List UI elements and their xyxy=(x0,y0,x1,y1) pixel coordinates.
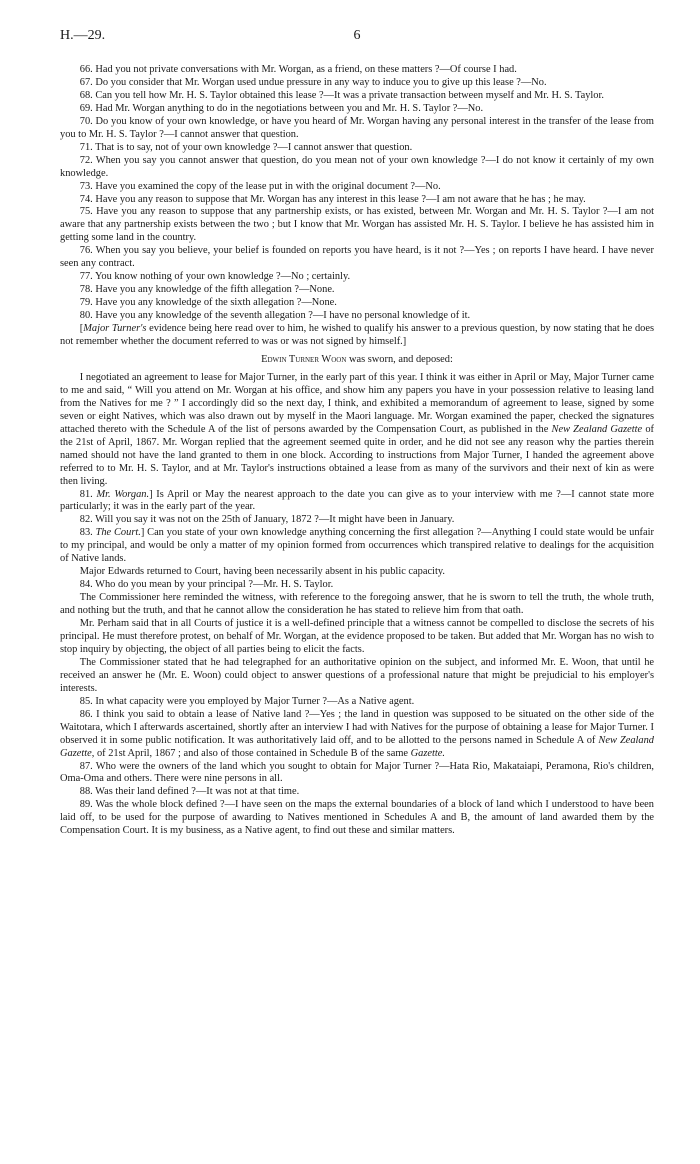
commissioner-statement: The Commissioner stated that he had telegraphed for an authoritative opinion on the subject, and informed Mr. E. Woon, that until he received an answer he (Mr. E. Woon) could object to answer questions of a professional nature that might be prejudicial to his employer's interests. xyxy=(60,656,654,694)
question-66: 66. Had you not private conversations with Mr. Worgan, as a friend, on these matters ?—Of course I had. xyxy=(79,64,517,75)
question-69: 69. Had Mr. Worgan anything to do in the negotiations between you and Mr. H. S. Taylor ?—No. xyxy=(79,102,484,114)
question-72: 72. When you say you cannot answer that question, do you mean not of your own knowledge ?—I do not know it certainly of my own knowledge. xyxy=(60,154,654,179)
question-76: 76. When you say you believe, your belief is founded on reports you have heard, is it not ?—Yes ; on reports I have heard. I have never seen any contract. xyxy=(60,245,654,270)
question-75: 75. Have you any reason to suppose that any partnership exists, or has existed, between Mr. Worgan and Mr. H. S. Taylor ?—I am not aware that any partnership exists between the two ; but I know that Mr. Worgan has assisted Mr. H. S. Taylor. I believe he has assisted him in getting some land in the country. xyxy=(60,206,654,244)
question-85: 85. In what capacity were you employed by Major Turner ?—As a Native agent. xyxy=(79,695,415,707)
question-86: 86. I think you said to obtain a lease of Native land ?—Yes ; the land in question was supposed to be situated on the other side of the Waitotara, which I afterwards ascertained, shortly after an interview I had with Natives for the purpose of obtaining a lease for Major Turner. I observed it in some public notification. It was authoritatively laid off, and to be allotted to the persons named in Schedule A of New Zealand Gazette, of 21st April, 1867 ; and also of those contained in Schedule B of the same Gazette. xyxy=(60,708,654,759)
edwards-note: Major Edwards returned to Court, having been necessarily absent in his public capacity. xyxy=(79,566,445,578)
perham-statement: Mr. Perham said that in all Courts of justice it is a well-defined principle that a witness cannot be compelled to disclose the secrets of his principal. He must therefore protest, on behalf of Mr. Worgan, at the evidence proposed to be taken. But added that Mr. Worgan has no wish to stop inquiry by objecting, the object of all parties being to elicit the facts. xyxy=(60,618,654,655)
question-79: 79. Have you any knowledge of the sixth allegation ?—None. xyxy=(79,297,337,309)
question-73: 73. Have you examined the copy of the lease put in with the original document ?—No. xyxy=(79,180,441,192)
witness-heading: Edwin Turner Woon was sworn, and deposed: xyxy=(261,353,453,365)
series-reference: H.—29. xyxy=(60,28,106,43)
question-89: 89. Was the whole block defined ?—I have seen on the maps the external boundaries of a block of land which I understood to have been laid off, to be used for the purpose of awarding to Natives mentioned in Schedules A and B, the amount of land awarded them by the Compensation Court. It is my business, as a Native agent, to find out these and similar matters. xyxy=(60,799,654,837)
question-70: 70. Do you know of your own knowledge, or have you heard of Mr. Worgan having any personal interest in the transfer of the lease from you to Mr. H. S. Taylor ?—I cannot answer that question. xyxy=(60,115,654,140)
woon-statement: I negotiated an agreement to lease for Major Turner, in the early part of this year. I think it was either in April or May, Major Turner came to me and said, “ Will you attend on Mr. Worgan at his office, and show him any papers you have in your possession relative to leasing land from the Natives for me ? ” I accordingly did so the next day, I think, and exhibited a memorandum of agreement to lease, signed by some seven or eight Natives, which was also drawn out by myself in the Maori language. Mr. Worgan examined the paper, checked the signatures attached thereto with the Schedule A of the list of persons awarded by the Compensation Court, as published in the New Zealand Gazette of the 21st of April, 1867. Mr. Worgan replied that the agreement seemed quite in order, and he did not see any reason why the parties therein named should not have the land granted to them in one block. According to instructions from Major Turner, I handed the agreement above referred to to Mr. H. S. Taylor, and at Mr. Taylor's instructions obtained a lease from as many of the survivors and their next of kin as were then living. xyxy=(60,371,655,487)
document-body xyxy=(60,64,654,838)
question-83: 83. The Court.] Can you state of your own knowledge anything concerning the first allegation ?—Anything I could state would be unfair to my principal, and would be only a matter of my opinion formed from occurrences which transpired relative to dealings for the acquisition of Native lands. xyxy=(60,527,654,565)
question-82: 82. Will you say it was not on the 25th of January, 1872 ?—It might have been in January. xyxy=(79,514,455,526)
question-81: 81. Mr. Worgan.] Is April or May the nearest approach to the date you can give as to your interview with me ?—I cannot state more particularly; it was in the early part of the year. xyxy=(60,488,654,513)
editorial-note: [Major Turner's evidence being here read over to him, he wished to qualify his answer to a previous question, by now stating that he does not remember whether the document referred to was or was not signed by himself.] xyxy=(60,323,654,348)
question-88: 88. Was their land defined ?—It was not at that time. xyxy=(79,786,300,798)
question-80: 80. Have you any knowledge of the seventh allegation ?—I have no personal knowledge of it. xyxy=(79,310,471,322)
question-71: 71. That is to say, not of your own knowledge ?—I cannot answer that question. xyxy=(79,141,413,153)
question-68: 68. Can you tell how Mr. H. S. Taylor obtained this lease ?—It was a private transaction between myself and Mr. H. S. Taylor. xyxy=(79,89,604,101)
question-67: 67. Do you consider that Mr. Worgan used undue pressure in any way to induce you to give up this lease ?—No. xyxy=(79,76,547,88)
page-number: 6 xyxy=(353,28,361,43)
commissioner-reminder: The Commissioner here reminded the witness, with reference to the foregoing answer, that he is sworn to tell the truth, the whole truth, and nothing but the truth, and that he cannot allow the consideration he has stated to relieve him from that oath. xyxy=(60,592,654,617)
question-77: 77. You know nothing of your own knowledge ?—No ; certainly. xyxy=(79,271,351,283)
question-74: 74. Have you any reason to suppose that Mr. Worgan has any interest in this lease ?—I am not aware that he has ; he may. xyxy=(79,193,586,205)
question-78: 78. Have you any knowledge of the fifth allegation ?—None. xyxy=(79,284,335,296)
page-header xyxy=(60,30,654,64)
question-87: 87. Who were the owners of the land which you sought to obtain for Major Turner ?—Hata Rio, Makataiapi, Peramona, Rio's children, Oma-Oma and others. There were nine persons in all. xyxy=(60,760,654,785)
witness-name: Edwin Turner Woon xyxy=(261,353,347,365)
question-84: 84. Who do you mean by your principal ?—Mr. H. S. Taylor. xyxy=(79,579,334,591)
